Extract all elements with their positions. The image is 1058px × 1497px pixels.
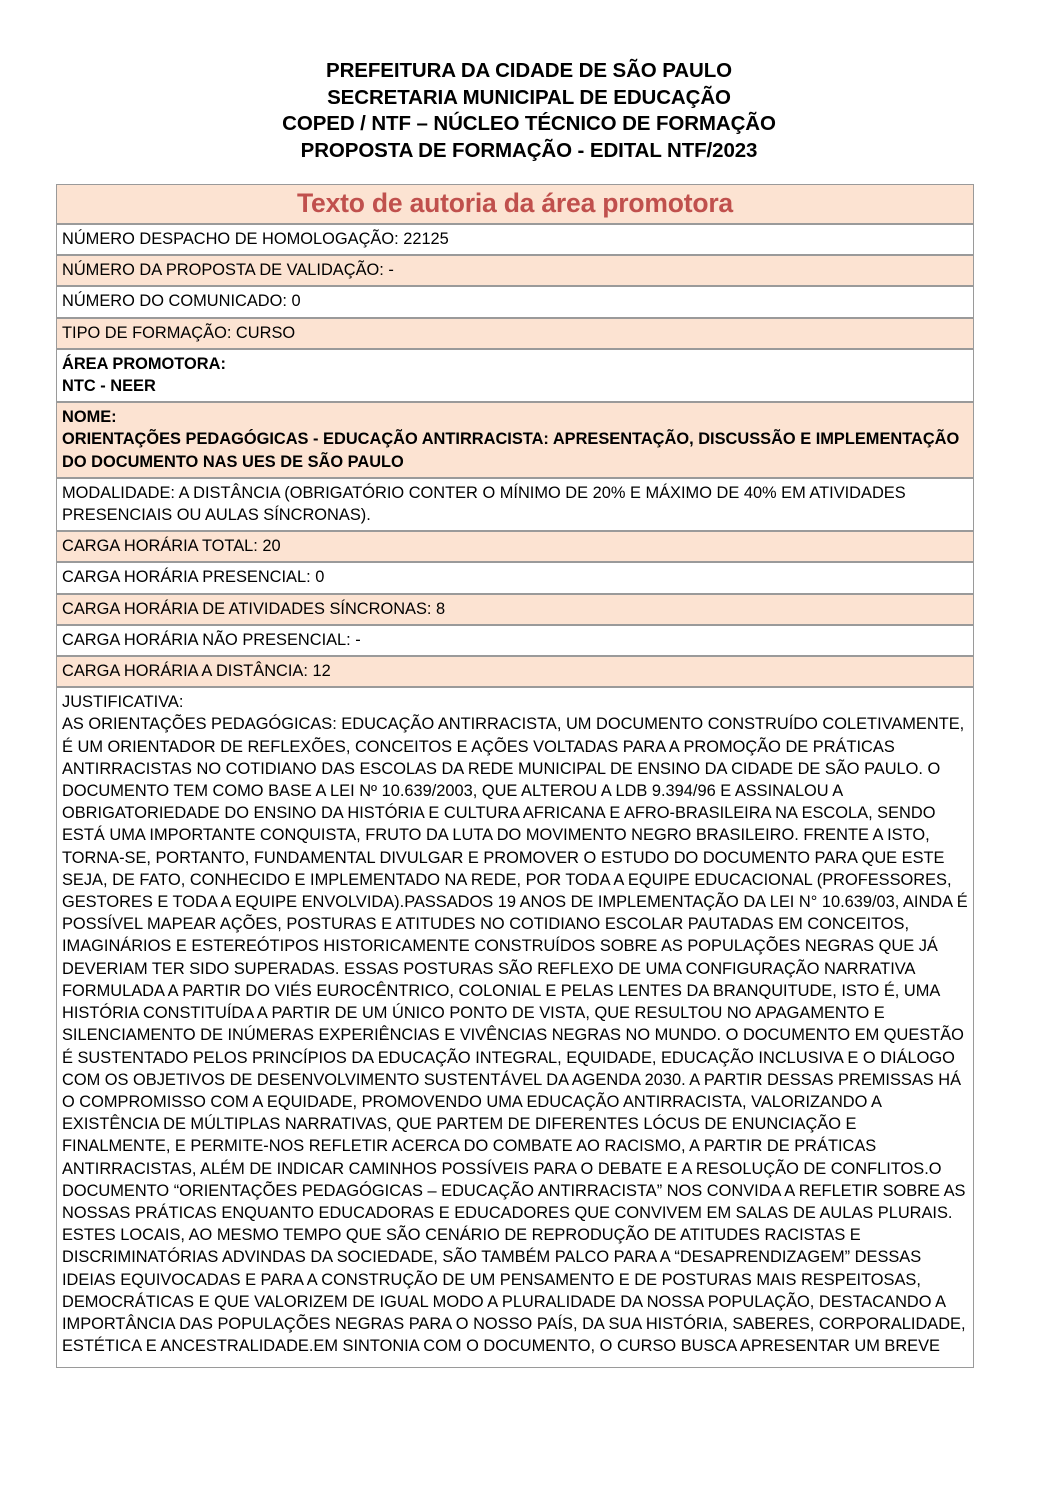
table-row-title-banner — [56, 184, 974, 224]
area-promotora-label: ÁREA PROMOTORA: — [62, 354, 226, 373]
proposal-form-table — [56, 184, 974, 1368]
carga-horaria-total-cell: CARGA HORÁRIA TOTAL: 20 — [56, 531, 974, 562]
nome-label: NOME: — [62, 408, 117, 427]
header-line-3: COPED / NTF – NÚCLEO TÉCNICO DE FORMAÇÃO — [282, 112, 776, 135]
table-row-carga-horaria-nao-presencial — [56, 625, 974, 656]
area-promotora-value: NTC - NEER — [62, 377, 156, 396]
modalidade-cell: MODALIDADE: A DISTÂNCIA (OBRIGATÓRIO CONTER O MÍNIMO DE 20% E MÁXIMO DE 40% EM ATIVIDADES PRESENCIAIS OU AULAS SÍNCRONAS). — [56, 478, 974, 531]
table-row-carga-horaria-distancia — [56, 656, 974, 687]
carga-horaria-distancia-cell: CARGA HORÁRIA A DISTÂNCIA: 12 — [56, 656, 974, 687]
area-promotora-cell — [56, 349, 974, 402]
tipo-formacao-cell: TIPO DE FORMAÇÃO: CURSO — [56, 318, 974, 349]
table-row-carga-horaria-presencial — [56, 562, 974, 593]
nome-value: ORIENTAÇÕES PEDAGÓGICAS - EDUCAÇÃO ANTIRRACISTA: APRESENTAÇÃO, DISCUSSÃO E IMPLEMENTAÇÃO DO DOCUMENTO NAS UES DE SÃO PAULO — [62, 430, 960, 471]
carga-horaria-sincronas-cell: CARGA HORÁRIA DE ATIVIDADES SÍNCRONAS: 8 — [56, 594, 974, 625]
numero-despacho-cell: NÚMERO DESPACHO DE HOMOLOGAÇÃO: 22125 — [56, 224, 974, 255]
table-row-area-promotora — [56, 349, 974, 402]
header-line-1: PREFEITURA DA CIDADE DE SÃO PAULO — [326, 59, 732, 82]
carga-horaria-presencial-cell: CARGA HORÁRIA PRESENCIAL: 0 — [56, 562, 974, 593]
table-row-numero-despacho — [56, 224, 974, 255]
justificativa-label: JUSTIFICATIVA: — [62, 693, 184, 712]
nome-cell — [56, 402, 974, 478]
table-row-numero-comunicado — [56, 286, 974, 317]
document-header — [0, 58, 1058, 164]
table-row-numero-proposta — [56, 255, 974, 286]
header-line-4: PROPOSTA DE FORMAÇÃO - EDITAL NTF/2023 — [300, 138, 758, 162]
numero-comunicado-cell: NÚMERO DO COMUNICADO: 0 — [56, 286, 974, 317]
table-row-modalidade — [56, 478, 974, 531]
table-row-carga-horaria-sincronas — [56, 594, 974, 625]
table-row-carga-horaria-total — [56, 531, 974, 562]
justificativa-body: AS ORIENTAÇÕES PEDAGÓGICAS: EDUCAÇÃO ANTIRRACISTA, UM DOCUMENTO CONSTRUÍDO COLETIVAMENTE, É UM ORIENTADOR DE REFLEXÕES, CONCEITOS E AÇÕES VOLTADAS PARA A PROMOÇÃO DE PRÁTICAS ANTIRRACISTAS NO COTIDIANO DAS ESCOLAS DA REDE MUNICIPAL DE ENSINO DA CIDADE DE SÃO PAULO. O DOCUMENTO TEM COMO BASE A LEI Nº 10.639/2003, QUE ALTEROU A LDB 9.394/96 E ASSINALOU A OBRIGATORIEDADE DO ENSINO DA HISTÓRIA E CULTURA AFRICANA E AFRO-BRASILEIRA NA ESCOLA, SENDO ESTÁ UMA IMPORTANTE CONQUISTA, FRUTO DA LUTA DO MOVIMENTO NEGRO BRASILEIRO. FRENTE A ISTO, TORNA-SE, PORTANTO, FUNDAMENTAL DIVULGAR E PROMOVER O ESTUDO DO DOCUMENTO PARA QUE ESTE SEJA, DE FATO, CONHECIDO E IMPLEMENTADO NA REDE, POR TODA A EQUIPE EDUCACIONAL (PROFESSORES, GESTORES E TODA A EQUIPE ENVOLVIDA).PASSADOS 19 ANOS DE IMPLEMENTAÇÃO DA LEI N° 10.639/03, AINDA É POSSÍVEL MAPEAR AÇÕES, POSTURAS E ATITUDES NO COTIDIANO ESCOLAR PAUTADAS EM CONCEITOS, IMAGINÁRIOS E ESTEREÓTIPOS HISTORICAMENTE CONSTRUÍDOS SOBRE AS POPULAÇÕES NEGRAS QUE JÁ DEVERIAM TER SIDO SUPERADAS. ESSAS POSTURAS SÃO REFLEXO DE UMA CONFIGURAÇÃO NARRATIVA FORMULADA A PARTIR DO VIÉS EUROCÊNTRICO, COLONIAL E PELAS LENTES DA BRANQUITUDE, ISTO É, UMA HISTÓRIA CONSTITUÍDA A PARTIR DE UM ÚNICO PONTO DE VISTA, QUE RESULTOU NO APAGAMENTO E SILENCIAMENTO DE INÚMERAS EXPERIÊNCIAS E VIVÊNCIAS NEGRAS NO MUNDO. O DOCUMENTO EM QUESTÃO É SUSTENTADO PELOS PRINCÍPIOS DA EDUCAÇÃO INTEGRAL, EQUIDADE, EDUCAÇÃO INCLUSIVA E O DIÁLOGO COM OS OBJETIVOS DE DESENVOLVIMENTO SUSTENTÁVEL DA AGENDA 2030. A PARTIR DESSAS PREMISSAS HÁ O COMPROMISSO COM A EQUIDADE, PROMOVENDO UMA EDUCAÇÃO ANTIRRACISTA, VALORIZANDO A EXISTÊNCIA DE MÚLTIPLAS NARRATIVAS, QUE PARTEM DE DIFERENTES LÓCUS DE ENUNCIAÇÃO E FINALMENTE, E PERMITE-NOS REFLETIR ACERCA DO COMBATE AO RACISMO, A PARTIR DE PRÁTICAS ANTIRRACISTAS, ALÉM DE INDICAR CAMINHOS POSSÍVEIS PARA O DEBATE E A RESOLUÇÃO DE CONFLITOS.O DOCUMENTO “ORIENTAÇÕES PEDAGÓGICAS – EDUCAÇÃO ANTIRRACISTA” NOS CONVIDA A REFLETIR SOBRE AS NOSSAS PRÁTICAS ENQUANTO EDUCADORAS E EDUCADORES QUE CONVIVEM EM SALAS DE AULAS PLURAIS. ESTES LOCAIS, AO MESMO TEMPO QUE SÃO CENÁRIO DE REPRODUÇÃO DE ATITUDES RACISTAS E DISCRIMINATÓRIAS ADVINDAS DA SOCIEDADE, SÃO TAMBÉM PALCO PARA A “DESAPRENDIZAGEM” DESSAS IDEIAS EQUIVOCADAS E PARA A CONSTRUÇÃO DE UM PENSAMENTO E DE POSTURAS MAIS RESPEITOSAS, DEMOCRÁTICAS E QUE VALORIZEM DE IGUAL MODO A PLURALIDADE DA NOSSA POPULAÇÃO, DESTACANDO A IMPORTÂNCIA DAS POPULAÇÕES NEGRAS PARA O NOSSO PAÍS, DA SUA HISTÓRIA, SABERES, CORPORALIDADE, ESTÉTICA E ANCESTRALIDADE.EM SINTONIA COM O DOCUMENTO, O CURSO BUSCA APRESENTAR UM BREVE — [62, 715, 968, 1356]
carga-horaria-nao-presencial-cell: CARGA HORÁRIA NÃO PRESENCIAL: - — [56, 625, 974, 656]
justificativa-cell — [56, 687, 974, 1368]
numero-proposta-cell: NÚMERO DA PROPOSTA DE VALIDAÇÃO: - — [56, 255, 974, 286]
table-row-nome — [56, 402, 974, 478]
title-banner-text: Texto de autoria da área promotora — [297, 188, 733, 218]
title-banner-cell — [56, 184, 974, 224]
table-row-justificativa — [56, 687, 974, 1368]
header-line-2: SECRETARIA MUNICIPAL DE EDUCAÇÃO — [327, 85, 731, 109]
table-row-tipo-formacao — [56, 318, 974, 349]
